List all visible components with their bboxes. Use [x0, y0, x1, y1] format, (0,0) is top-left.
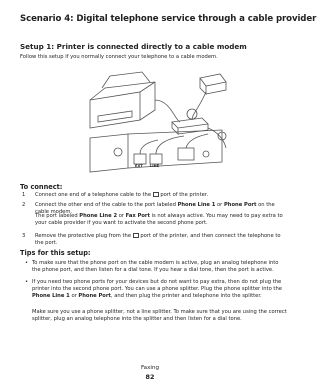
tip-note: Make sure you use a phone splitter, not a line splitter. To make sure that you are using the correct splitter, plug an analog telephone into the splitter and then listen for a dial tone.	[32, 309, 287, 322]
step-1-text: Connect one end of a telephone cable to the port of the printer.	[35, 192, 209, 198]
step-number: 3	[22, 233, 26, 239]
step-2-text: Connect the other end of the cable to the port labeled Phone Line 1 or Phone Port on the cable modem.	[35, 202, 275, 215]
step-2-note: The port labeled Phone Line 2 or Fax Port is not always active. You may need to pay extra to your cable provider if you want to activate the second phone port.	[35, 213, 283, 226]
connect-heading: To connect:	[20, 183, 63, 191]
setup-intro: Follow this setup if you normally connect your telephone to a cable modem.	[20, 54, 218, 60]
ports-illustration	[88, 128, 224, 176]
tip-2: If you need two phone ports for your devices but do not want to pay extra, then do not plug the printer into the second phone port. You can use a phone splitter. Plug the phone splitter into the Phone Line 1 or Phone Port, and then plug the printer and telephone into the splitter.	[32, 279, 282, 299]
step-number: 2	[22, 202, 26, 208]
page-title: Scenario 4: Digital telephone service through a cable provider	[20, 14, 317, 24]
footer-section: Faxing	[140, 365, 160, 371]
line-port-label: LINE	[150, 164, 160, 168]
tip-1: To make sure that the phone port on the cable modem is active, plug an analog telephone into the phone port, and then listen for a dial tone. If you hear a dial tone, then the port is active.	[32, 260, 279, 273]
bullet-dot: •	[25, 260, 29, 266]
page-number: 82	[145, 373, 155, 381]
step-number: 1	[22, 192, 26, 198]
telephone-shape	[200, 74, 226, 86]
setup-heading: Setup 1: Printer is connected directly to a cable modem	[20, 42, 247, 51]
ext-port-label: EXT	[135, 164, 143, 168]
bullet-dot: •	[25, 279, 29, 285]
printer-shape	[90, 92, 140, 128]
step-3-text: Remove the protective plug from the port of the printer, and then connect the telephone to the port.	[35, 233, 281, 246]
tips-heading: Tips for this setup:	[20, 249, 91, 257]
